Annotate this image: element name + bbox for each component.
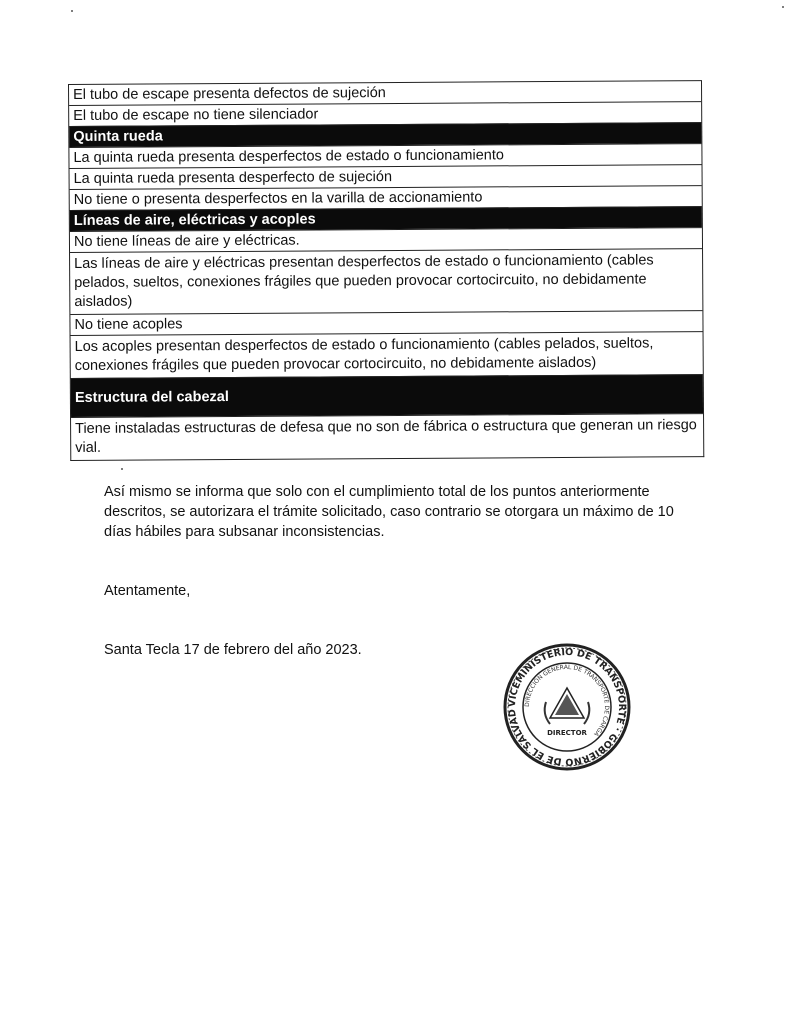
- seal-emblem-icon: [502, 642, 632, 772]
- official-seal: [502, 642, 632, 772]
- scan-speck: [121, 468, 123, 470]
- table-section-header: Líneas de aire, eléctricas y acoples: [70, 206, 702, 231]
- table-row: La quinta rueda presenta desperfecto de sujeción: [70, 164, 702, 189]
- table-row: Tiene instaladas estructuras de defesa que no son de fábrica o estructura que generan un riesgo vial.: [71, 413, 703, 460]
- table-row: No tiene líneas de aire y eléctricas.: [70, 227, 702, 252]
- inspection-table: [68, 80, 704, 461]
- table-row: Las líneas de aire y eléctricas presentan desperfectos de estado o funcionamiento (cables pelados, sueltos, conexiones frágiles que pueden provocar cortocircuito, no debidamente aislados): [70, 248, 702, 314]
- seal-inner-text: DIRECCIÓN GENERAL DE TRANSPORTE DE CARGA: [523, 663, 611, 738]
- table-row: No tiene o presenta desperfectos en la varilla de accionamiento: [70, 185, 702, 210]
- table-section-header: Quinta rueda: [69, 122, 701, 147]
- seal-outer-text: VICEMINISTERIO DE TRANSPORTE · GOBIERNO DE EL SALVAD: [506, 646, 628, 768]
- date-line: Santa Tecla 17 de febrero del año 2023.: [104, 642, 362, 658]
- table-row: El tubo de escape no tiene silenciador: [69, 101, 701, 126]
- table-section-header: Estructura del cabezal: [71, 374, 703, 417]
- closing-salutation: Atentamente,: [104, 583, 191, 599]
- table-row: El tubo de escape presenta defectos de sujeción: [69, 80, 701, 105]
- table-row: La quinta rueda presenta desperfectos de estado o funcionamiento: [69, 143, 701, 168]
- notice-paragraph: Así mismo se informa que solo con el cumplimiento total de los puntos anteriormente descritos, se autorizara el trámite solicitado, caso contrario se otorgara un máximo de 10 días hábiles para subsanar inconsistencias.: [104, 484, 674, 540]
- table-row: No tiene acoples: [70, 310, 702, 335]
- table-row: Los acoples presentan desperfectos de estado o funcionamiento (cables pelados, sueltos, conexiones frágiles que pueden provocar cortocircuito, no debidamente aislados): [71, 331, 703, 378]
- scan-speck: [71, 10, 73, 12]
- scan-speck: [782, 6, 784, 8]
- seal-center-text: DIRECTOR: [547, 729, 587, 737]
